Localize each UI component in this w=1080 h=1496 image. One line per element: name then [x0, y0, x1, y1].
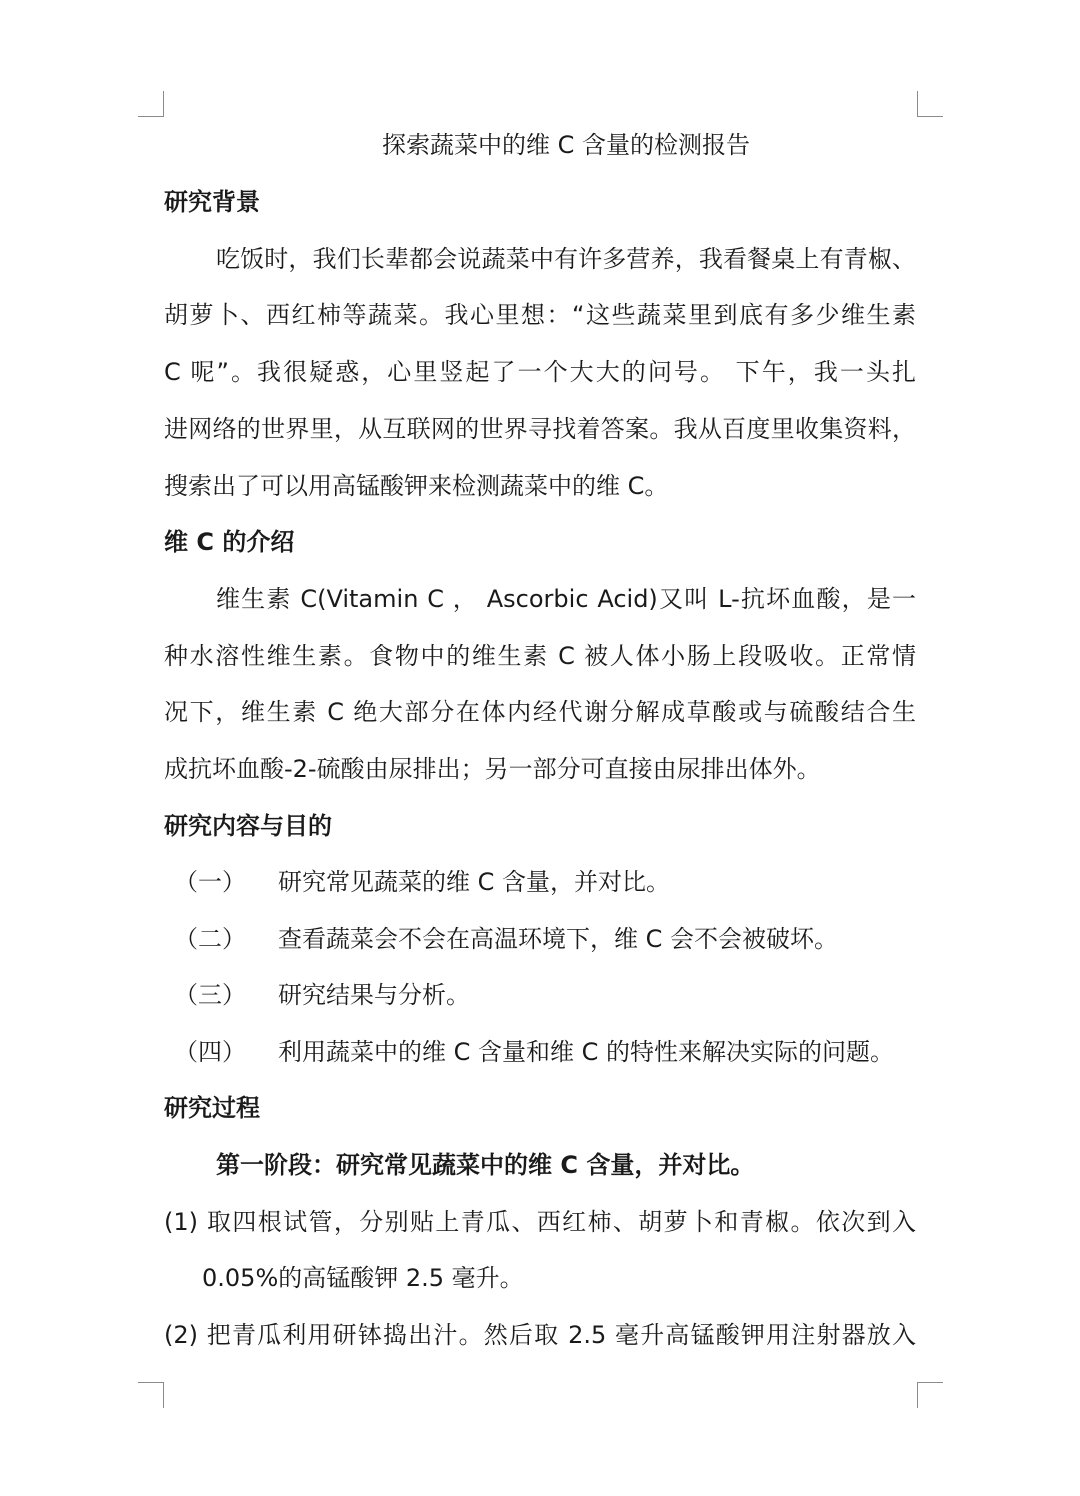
crop-mark-bottom-right: [917, 1382, 943, 1408]
background-line-1: 吃饭时，我们长辈都会说蔬菜中有许多营养，我看餐桌上有青椒、: [216, 245, 916, 273]
list-number: （二）: [174, 925, 246, 953]
list-number: （一）: [174, 868, 246, 896]
stage-one-heading: 第一阶段：研究常见蔬菜中的维 C 含量，并对比。: [216, 1151, 755, 1179]
list-text: 研究结果与分析。: [278, 981, 470, 1009]
intro-line-3: 况下，维生素 C 绝大部分在体内经代谢分解成草酸或与硫酸结合生: [164, 698, 916, 726]
list-number: （三）: [174, 981, 246, 1009]
list-item: [164, 1034, 924, 1070]
list-item: [164, 977, 924, 1013]
heading-process: 研究过程: [164, 1094, 260, 1122]
step-line-3: (2) 把青瓜利用研钵捣出汁。然后取 2.5 毫升高锰酸钾用注射器放入: [164, 1321, 916, 1349]
list-number: （四）: [174, 1038, 246, 1066]
heading-background: 研究背景: [164, 188, 260, 216]
list-item: [164, 921, 924, 957]
intro-line-4: 成抗坏血酸-2-硫酸由尿排出；另一部分可直接由尿排出体外。: [164, 755, 821, 783]
heading-goals: 研究内容与目的: [164, 812, 332, 840]
step-line-1: (1) 取四根试管，分别贴上青瓜、西红柿、胡萝卜和青椒。依次到入: [164, 1208, 916, 1236]
crop-mark-top-right: [917, 91, 943, 117]
heading-vitamin-intro: 维 C 的介绍: [164, 528, 295, 556]
list-text: 查看蔬菜会不会在高温环境下，维 C 会不会被破坏。: [278, 925, 839, 953]
background-line-3: C 呢”。我很疑惑，心里竖起了一个大大的问号。 下午，我一头扎: [164, 358, 916, 386]
document-title: 探索蔬菜中的维 C 含量的检测报告: [381, 131, 750, 159]
list-text: 利用蔬菜中的维 C 含量和维 C 的特性来解决实际的问题。: [278, 1038, 895, 1066]
background-line-2: 胡萝卜、西红柿等蔬菜。我心里想：“这些蔬菜里到底有多少维生素: [164, 301, 916, 329]
crop-mark-top-left: [138, 91, 164, 117]
crop-mark-bottom-left: [138, 1382, 164, 1408]
background-line-4: 进网络的世界里，从互联网的世界寻找着答案。我从百度里收集资料，: [164, 415, 916, 443]
background-line-5: 搜索出了可以用高锰酸钾来检测蔬菜中的维 C。: [164, 472, 669, 500]
intro-line-2: 种水溶性维生素。食物中的维生素 C 被人体小肠上段吸收。正常情: [164, 642, 916, 670]
list-text: 研究常见蔬菜的维 C 含量，并对比。: [278, 868, 671, 896]
list-item: [164, 864, 924, 900]
intro-line-1: 维生素 C(Vitamin C ， Ascorbic Acid)又叫 L-抗坏血酸，是一: [216, 585, 916, 613]
step-line-2: 0.05%的高锰酸钾 2.5 毫升。: [202, 1264, 524, 1292]
